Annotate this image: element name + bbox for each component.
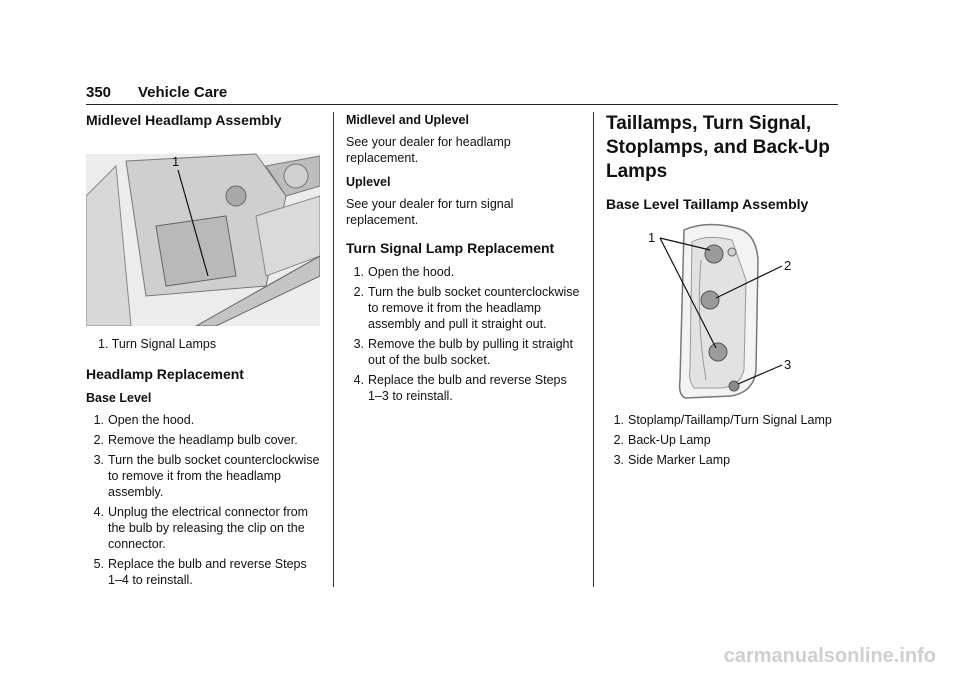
list-item: 1. Open the hood. — [93, 413, 195, 427]
list-item: 5. Replace the bulb and reverse Steps 1–4 to reinstall. — [93, 557, 307, 587]
list-item: 4. Replace the bulb and reverse Steps 1–3 to reinstall. — [353, 373, 567, 403]
figure-callout-1: 1 — [172, 154, 180, 169]
figure-callout-1: 1 — [648, 230, 656, 245]
base-level-subhead: Base Level — [86, 391, 152, 405]
figure-title: Midlevel Headlamp Assembly — [86, 112, 282, 128]
list-item: 4. Unplug the electrical connector from the bulb by releasing the clip on the connector. — [93, 505, 309, 551]
list-item: 1. Stoplamp/Taillamp/Turn Signal Lamp — [613, 413, 832, 427]
paragraph: See your dealer for turn signal replacement. — [346, 197, 514, 227]
column-divider — [333, 112, 334, 587]
uplevel-subhead: Uplevel — [346, 175, 391, 189]
midlevel-uplevel-subhead: Midlevel and Uplevel — [346, 113, 469, 127]
turn-signal-steps — [346, 264, 580, 404]
list-item: 3. Side Marker Lamp — [613, 453, 731, 467]
list-item: 1. Open the hood. — [353, 265, 455, 279]
taillamps-heading: Taillamps, Turn Signal, Stoplamps, and Back-Up Lamps — [606, 113, 830, 182]
paragraph: See your dealer for headlamp replacement. — [346, 135, 511, 165]
list-item: 2. Remove the headlamp bulb cover. — [93, 433, 298, 447]
page-number: 350 — [86, 84, 112, 101]
column-1 — [86, 112, 320, 592]
column-2 — [346, 112, 580, 408]
list-item: 3. Turn the bulb socket counterclockwise to remove it from the headlamp assembly. — [93, 453, 320, 499]
column-divider — [593, 112, 594, 587]
section-title: Vehicle Care — [138, 84, 228, 101]
watermark: carmanualsonline.info — [723, 645, 936, 667]
headlamp-steps — [86, 412, 320, 588]
turn-signal-heading: Turn Signal Lamp Replacement — [346, 240, 555, 256]
list-item: 3. Remove the bulb by pulling it straight out of the bulb socket. — [353, 337, 573, 367]
headlamp-replacement-heading: Headlamp Replacement — [86, 366, 244, 382]
figure-caption: 1. Turn Signal Lamps — [98, 337, 217, 351]
column-3 — [606, 112, 840, 472]
taillamp-figure — [606, 220, 840, 402]
headlamp-figure — [86, 136, 320, 326]
figure-title: Base Level Taillamp Assembly — [606, 196, 809, 212]
taillamp-legend — [606, 412, 840, 468]
list-item: 2. Back-Up Lamp — [613, 433, 711, 447]
figure-callout-2: 2 — [784, 258, 792, 273]
page-header — [86, 80, 838, 105]
figure-callout-3: 3 — [784, 357, 792, 372]
list-item: 2. Turn the bulb socket counterclockwise to remove it from the headlamp assembly and pull it straight out. — [353, 285, 580, 331]
